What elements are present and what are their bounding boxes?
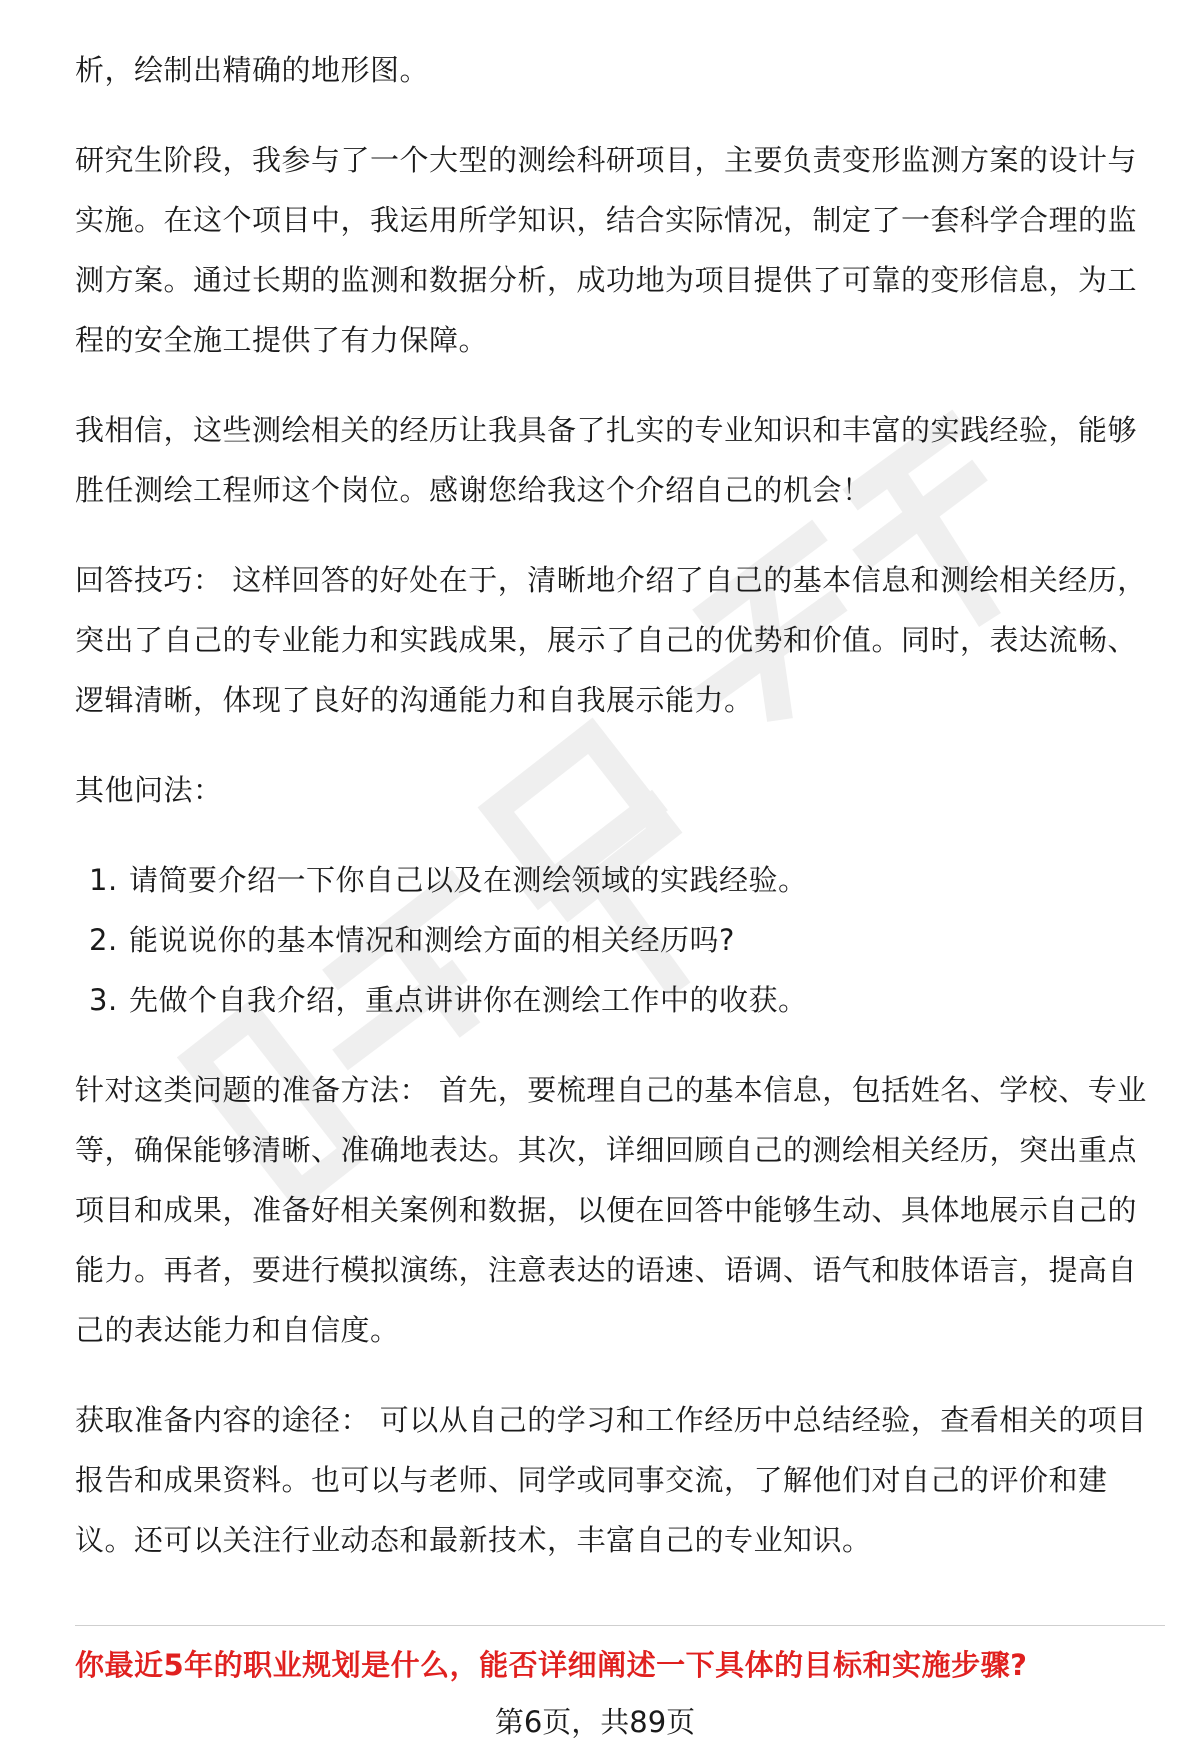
- list-text: 请简要介绍一下你自己以及在测绘领域的实践经验。: [129, 863, 808, 897]
- list-number: 3.: [89, 983, 118, 1017]
- paragraph-preparation-method: 针对这类问题的准备方法： 首先，要梳理自己的基本信息，包括姓名、学校、专业等，确保能够清晰、准确地表达。其次，详细回顾自己的测绘相关经历，突出重点项目和成果，准备好相关案例和数据，以便在回答中能够生动、具体地展示自己的能力。再者，要进行模拟演练，注意表达的语速、语调、语气和肢体语言，提高自己的表达能力和自信度。: [75, 1073, 1147, 1347]
- list-item: [75, 970, 1165, 1030]
- list-number: 2.: [89, 923, 118, 957]
- paragraph-preparation-sources: 获取准备内容的途径： 可以从自己的学习和工作经历中总结经验，查看相关的项目报告和成果资料。也可以与老师、同学或同事交流，了解他们对自己的评价和建议。还可以关注行业动态和最新技术，丰富自己的专业知识。: [75, 1403, 1147, 1557]
- list-number: 1.: [89, 863, 118, 897]
- paragraph-conclusion: 我相信，这些测绘相关的经历让我具备了扎实的专业知识和丰富的实践经验，能够胜任测绘工程师这个岗位。感谢您给我这个介绍自己的机会！: [75, 413, 1138, 507]
- paragraph-graduate-project: 研究生阶段，我参与了一个大型的测绘科研项目，主要负责变形监测方案的设计与实施。在这个项目中，我运用所学知识，结合实际情况，制定了一套科学合理的监测方案。通过长期的监测和数据分析，成功地为项目提供了可靠的变形信息，为工程的安全施工提供了有力保障。: [75, 143, 1138, 357]
- list-item: [75, 850, 1165, 910]
- list-item: [75, 910, 1165, 970]
- paragraph-continuation: 析，绘制出精确的地形图。: [75, 53, 430, 87]
- other-phrasings-list: [75, 850, 1165, 1030]
- page-number: 第6页，共89页: [494, 1705, 696, 1739]
- paragraph-other-phrasings-heading: 其他问法：: [75, 773, 223, 807]
- list-text: 先做个自我介绍，重点讲讲你在测绘工作中的收获。: [129, 983, 808, 1017]
- document-body: [75, 40, 1165, 1600]
- paragraph-answer-tips: 回答技巧： 这样回答的好处在于，清晰地介绍了自己的基本信息和测绘相关经历，突出了自己的专业能力和实践成果，展示了自己的优势和价值。同时，表达流畅、逻辑清晰，体现了良好的沟通能力和自我展示能力。: [75, 563, 1147, 717]
- next-question-heading: 你最近5年的职业规划是什么，能否详细阐述一下具体的目标和实施步骤?: [75, 1648, 1028, 1682]
- divider: [75, 1625, 1165, 1626]
- list-text: 能说说你的基本情况和测绘方面的相关经历吗?: [129, 923, 735, 957]
